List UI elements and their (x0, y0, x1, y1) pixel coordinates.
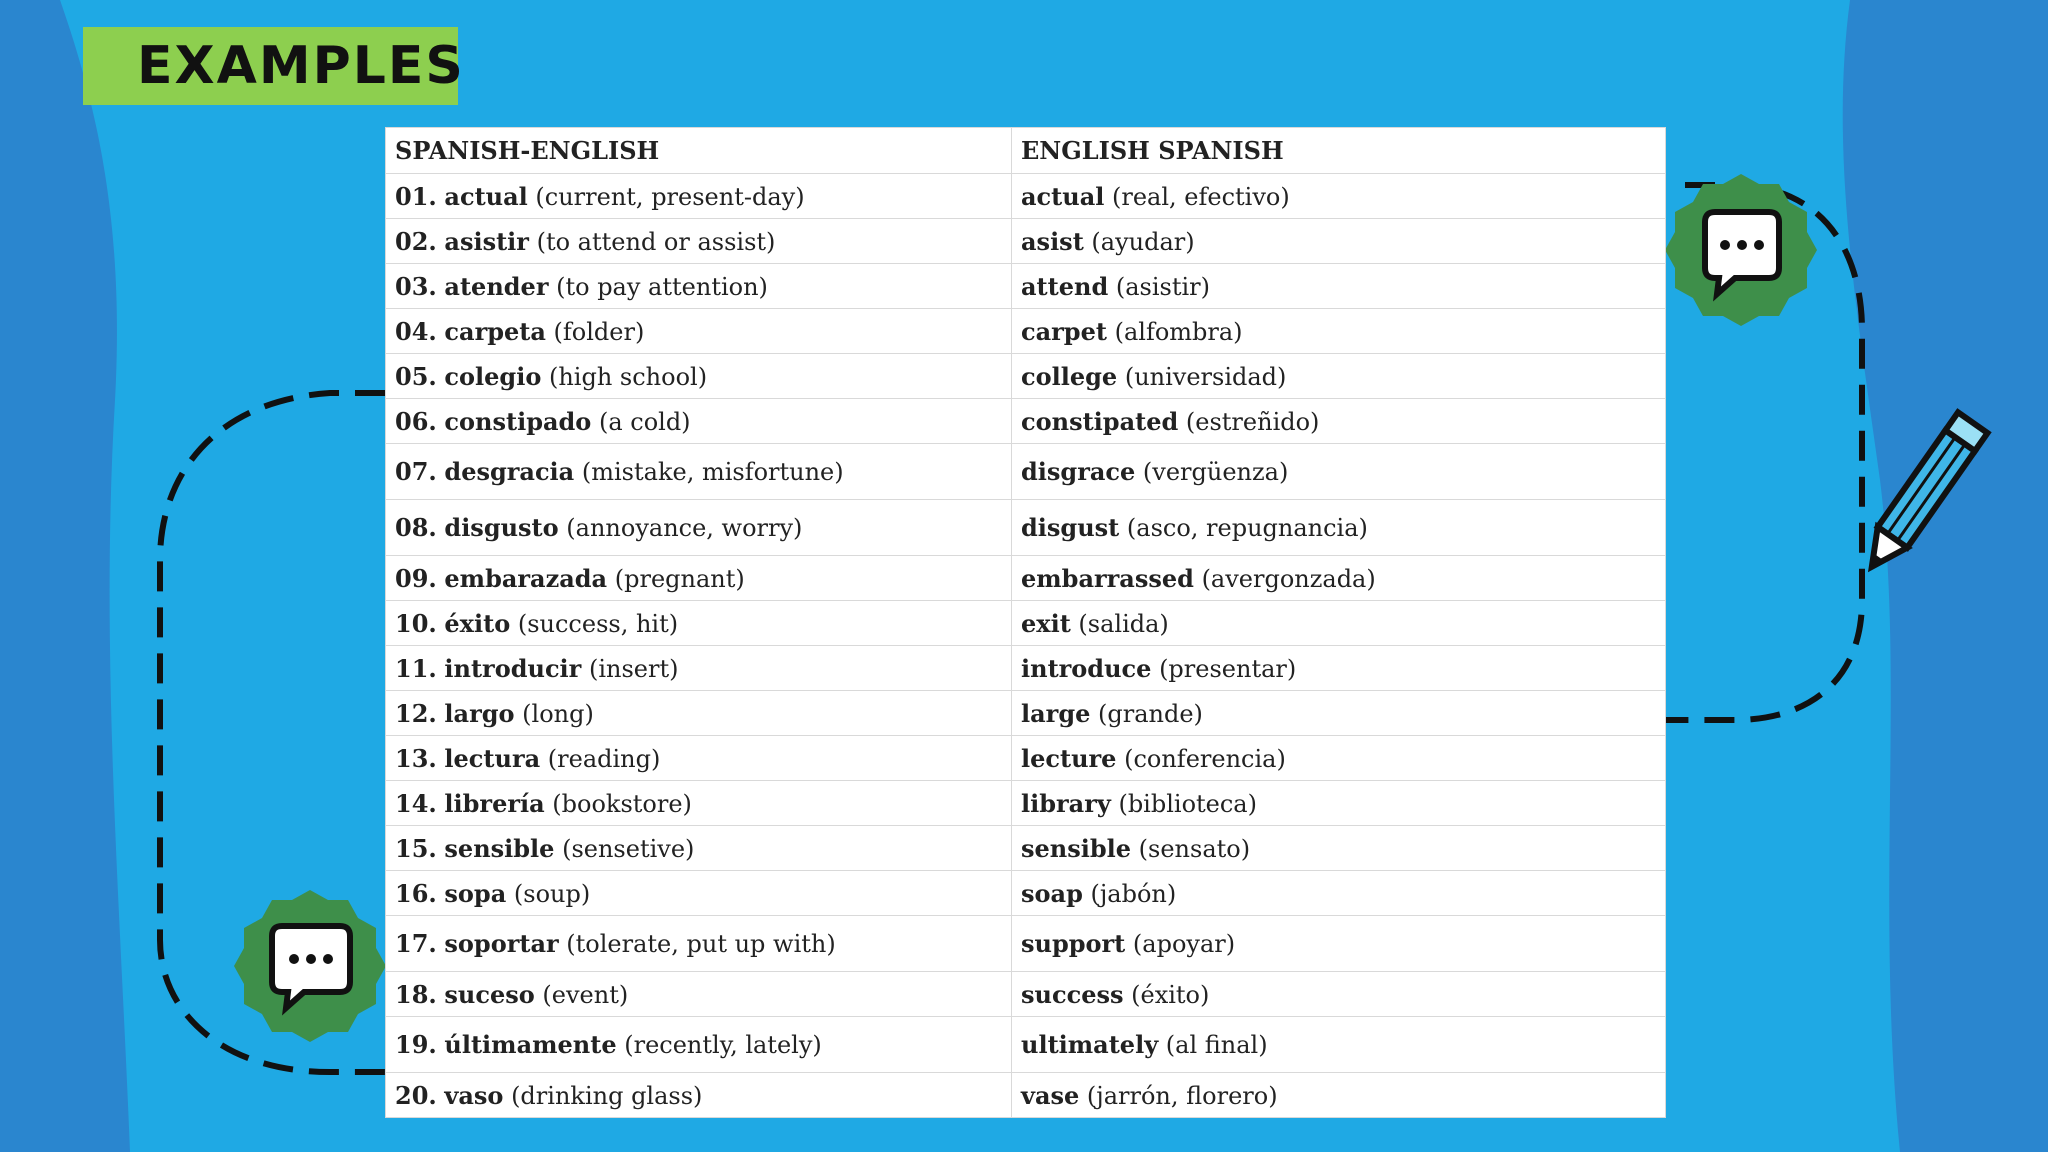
spanish-word: éxito (444, 608, 511, 638)
english-word: support (1021, 929, 1126, 958)
spanish-word: disgusto (444, 513, 559, 542)
english-spanish-cell (1012, 916, 1666, 972)
table-row (386, 972, 1666, 1017)
spanish-meaning: (real, efectivo) (1112, 182, 1290, 211)
english-meaning: (high school) (548, 362, 708, 391)
spanish-meaning: (alfombra) (1114, 317, 1243, 346)
english-meaning: (a cold) (598, 407, 691, 436)
spanish-word: vaso (444, 1080, 504, 1110)
entry-number: 19. (395, 1030, 437, 1059)
english-word: success (1021, 979, 1124, 1009)
entry-number: 14. (395, 788, 437, 818)
table-row (386, 826, 1666, 871)
english-spanish-cell (1012, 354, 1666, 399)
spanish-meaning: (asistir) (1115, 272, 1211, 301)
table-row (386, 736, 1666, 781)
spanish-english-cell (386, 736, 1012, 781)
english-spanish-cell (1012, 691, 1666, 736)
english-spanish-cell (1012, 1073, 1666, 1118)
entry-number: 10. (395, 608, 437, 638)
english-meaning: (insert) (588, 654, 679, 683)
english-word: introduce (1021, 653, 1152, 683)
english-meaning: (mistake, misfortune) (581, 458, 844, 486)
spanish-meaning: (asco, repugnancia) (1126, 514, 1368, 542)
english-spanish-cell (1012, 646, 1666, 691)
english-meaning: (success, hit) (517, 609, 679, 638)
spanish-english-cell (386, 1017, 1012, 1073)
spanish-english-cell (386, 601, 1012, 646)
english-meaning: (soup) (513, 879, 591, 908)
spanish-word: desgracia (444, 457, 575, 486)
spanish-english-cell (386, 646, 1012, 691)
page-title: EXAMPLES (137, 36, 465, 96)
english-spanish-cell (1012, 781, 1666, 826)
english-word: disgust (1021, 513, 1120, 542)
table-row (386, 916, 1666, 972)
entry-number: 07. (395, 457, 437, 486)
table-row (386, 646, 1666, 691)
table-row (386, 601, 1666, 646)
english-word: sensible (1021, 833, 1132, 863)
english-spanish-cell (1012, 309, 1666, 354)
english-meaning: (sensetive) (562, 834, 695, 863)
spanish-english-cell (386, 781, 1012, 826)
english-meaning: (tolerate, put up with) (566, 930, 836, 958)
spanish-word: sopa (444, 878, 507, 908)
spanish-word: largo (444, 698, 515, 728)
table-row (386, 399, 1666, 444)
english-meaning: (annoyance, worry) (566, 514, 803, 542)
spanish-word: soportar (444, 929, 559, 958)
table-row (386, 174, 1666, 219)
english-spanish-cell (1012, 399, 1666, 444)
column-header-english-spanish: ENGLISH SPANISH (1012, 128, 1666, 174)
spanish-meaning: (presentar) (1159, 654, 1297, 683)
spanish-english-cell (386, 399, 1012, 444)
table-header-row (386, 128, 1666, 174)
english-spanish-cell (1012, 556, 1666, 601)
spanish-word: lectura (444, 743, 541, 773)
spanish-meaning: (salida) (1078, 609, 1169, 638)
spanish-word: actual (444, 181, 528, 211)
table-row (386, 1073, 1666, 1118)
english-word: asist (1021, 226, 1084, 256)
table-row (386, 354, 1666, 399)
spanish-word: librería (444, 788, 545, 818)
spanish-word: sensible (444, 833, 555, 863)
spanish-meaning: (al final) (1165, 1031, 1268, 1059)
spanish-english-cell (386, 354, 1012, 399)
english-spanish-cell (1012, 601, 1666, 646)
spanish-meaning: (jarrón, florero) (1086, 1081, 1278, 1110)
entry-number: 02. (395, 226, 437, 256)
entry-number: 17. (395, 929, 437, 958)
english-word: exit (1021, 608, 1071, 638)
table-row (386, 444, 1666, 500)
spanish-english-cell (386, 691, 1012, 736)
english-meaning: (reading) (547, 744, 661, 773)
entry-number: 09. (395, 563, 437, 593)
english-word: attend (1021, 271, 1109, 301)
spanish-word: asistir (444, 226, 529, 256)
english-meaning: (to pay attention) (556, 272, 768, 301)
spanish-meaning: (éxito) (1131, 980, 1210, 1009)
table-row (386, 781, 1666, 826)
english-word: library (1021, 788, 1111, 818)
english-spanish-cell (1012, 972, 1666, 1017)
english-word: soap (1021, 878, 1083, 908)
spanish-english-cell (386, 264, 1012, 309)
spanish-word: carpeta (444, 316, 546, 346)
table-row (386, 219, 1666, 264)
spanish-meaning: (ayudar) (1091, 227, 1195, 256)
english-word: vase (1021, 1080, 1080, 1110)
english-word: college (1021, 361, 1118, 391)
spanish-meaning: (jabón) (1090, 879, 1177, 908)
english-word: actual (1021, 181, 1105, 211)
english-meaning: (current, present-day) (535, 182, 805, 211)
english-meaning: (drinking glass) (511, 1081, 703, 1110)
english-word: disgrace (1021, 457, 1136, 486)
spanish-word: introducir (444, 653, 582, 683)
english-meaning: (recently, lately) (624, 1031, 822, 1059)
english-spanish-cell (1012, 736, 1666, 781)
table-row (386, 500, 1666, 556)
english-spanish-cell (1012, 1017, 1666, 1073)
english-spanish-cell (1012, 174, 1666, 219)
spanish-word: suceso (444, 979, 535, 1009)
english-word: ultimately (1021, 1030, 1159, 1059)
spanish-english-cell (386, 556, 1012, 601)
spanish-english-cell (386, 1073, 1012, 1118)
english-spanish-cell (1012, 871, 1666, 916)
entry-number: 08. (395, 513, 437, 542)
spanish-word: atender (444, 271, 549, 301)
english-spanish-cell (1012, 500, 1666, 556)
table-row (386, 309, 1666, 354)
table-row (386, 1017, 1666, 1073)
spanish-english-cell (386, 174, 1012, 219)
spanish-word: últimamente (444, 1030, 617, 1059)
entry-number: 12. (395, 698, 437, 728)
spanish-english-cell (386, 916, 1012, 972)
english-spanish-cell (1012, 444, 1666, 500)
spanish-meaning: (sensato) (1138, 834, 1251, 863)
spanish-word: colegio (444, 361, 542, 391)
entry-number: 03. (395, 271, 437, 301)
english-meaning: (long) (522, 699, 594, 728)
english-meaning: (event) (542, 980, 629, 1009)
spanish-word: embarazada (444, 563, 608, 593)
spanish-english-cell (386, 826, 1012, 871)
english-word: lecture (1021, 743, 1117, 773)
spanish-meaning: (conferencia) (1124, 744, 1286, 773)
english-word: large (1021, 698, 1091, 728)
spanish-meaning: (estreñido) (1185, 407, 1320, 436)
spanish-english-cell (386, 871, 1012, 916)
spanish-meaning: (universidad) (1124, 362, 1287, 391)
column-header-spanish-english: SPANISH-ENGLISH (386, 128, 1012, 174)
entry-number: 20. (395, 1080, 437, 1110)
entry-number: 06. (395, 406, 437, 436)
spanish-english-cell (386, 972, 1012, 1017)
english-word: carpet (1021, 316, 1107, 346)
vocabulary-table (385, 127, 1666, 1118)
spanish-meaning: (vergüenza) (1142, 458, 1289, 486)
spanish-meaning: (apoyar) (1132, 930, 1236, 958)
entry-number: 05. (395, 361, 437, 391)
english-spanish-cell (1012, 826, 1666, 871)
entry-number: 16. (395, 878, 437, 908)
spanish-english-cell (386, 500, 1012, 556)
english-spanish-cell (1012, 219, 1666, 264)
entry-number: 01. (395, 181, 437, 211)
table-row (386, 556, 1666, 601)
table-row (386, 264, 1666, 309)
english-meaning: (folder) (553, 317, 645, 346)
english-word: constipated (1021, 406, 1179, 436)
table-row (386, 691, 1666, 736)
spanish-english-cell (386, 444, 1012, 500)
english-spanish-cell (1012, 264, 1666, 309)
spanish-english-cell (386, 219, 1012, 264)
entry-number: 11. (395, 653, 437, 683)
english-meaning: (bookstore) (552, 789, 692, 818)
entry-number: 04. (395, 316, 437, 346)
spanish-meaning: (biblioteca) (1118, 789, 1257, 818)
entry-number: 15. (395, 833, 437, 863)
table-row (386, 871, 1666, 916)
title-banner (83, 27, 465, 105)
english-meaning: (pregnant) (614, 564, 745, 593)
entry-number: 13. (395, 743, 437, 773)
english-meaning: (to attend or assist) (536, 227, 776, 256)
spanish-meaning: (grande) (1098, 699, 1203, 728)
spanish-word: constipado (444, 406, 592, 436)
spanish-meaning: (avergonzada) (1201, 564, 1376, 593)
english-word: embarrassed (1021, 563, 1194, 593)
spanish-english-cell (386, 309, 1012, 354)
entry-number: 18. (395, 979, 437, 1009)
